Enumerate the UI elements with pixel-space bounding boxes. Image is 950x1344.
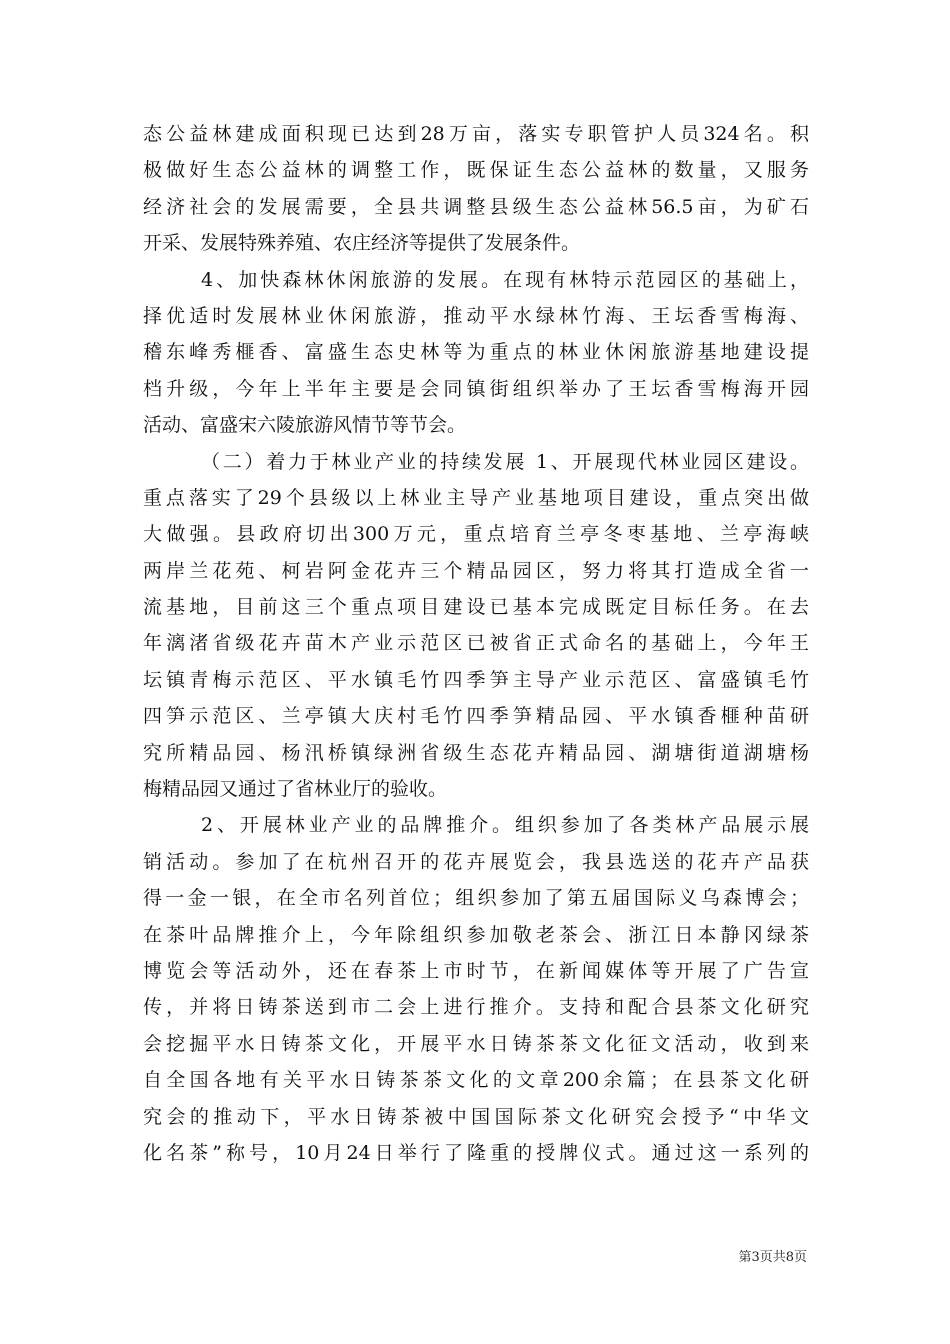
- text-line: 大做强。县政府切出300万元，重点培育兰亭冬枣基地、兰亭海峡: [143, 523, 809, 546]
- text-line: 销活动。参加了在杭州召开的花卉展览会，我县选送的花卉产品获: [143, 850, 809, 873]
- text-line: 梅精品园又通过了省林业厅的验收。: [143, 778, 448, 801]
- text-line: 四笋示范区、兰亭镇大庆村毛竹四季笋精品园、平水镇香榧种苗研: [143, 705, 809, 728]
- text-line: 坛镇青梅示范区、平水镇毛竹四季笋主导产业示范区、富盛镇毛竹: [143, 668, 809, 691]
- text-line: （二）着力于林业产业的持续发展 1、开展现代林业园区建设。: [201, 450, 809, 473]
- text-line: 活动、富盛宋六陵旅游风情节等节会。: [143, 414, 467, 437]
- text-line: 择优适时发展林业休闲旅游，推动平水绿林竹海、王坛香雪梅海、: [143, 304, 809, 327]
- text-line: 稽东峰秀榧香、富盛生态史林等为重点的林业休闲旅游基地建设提: [143, 341, 809, 364]
- text-line: 在茶叶品牌推介上，今年除组织参加敬老茶会、浙江日本静冈绿茶: [143, 923, 809, 946]
- text-line: 自全国各地有关平水日铸茶茶文化的文章200余篇；在县茶文化研: [143, 1069, 809, 1092]
- text-line: 流基地，目前这三个重点项目建设已基本完成既定目标任务。在去: [143, 596, 809, 619]
- text-line: 档升级，今年上半年主要是会同镇街组织举办了王坛香雪梅海开园: [143, 377, 809, 400]
- text-line: 4、加快森林休闲旅游的发展。在现有林特示范园区的基础上，: [201, 268, 809, 291]
- text-line: 化名茶”称号，10月24日举行了隆重的授牌仪式。通过这一系列的: [143, 1141, 809, 1164]
- text-line: 年漓渚省级花卉苗木产业示范区已被省正式命名的基础上，今年王: [143, 632, 809, 655]
- text-line: 重点落实了29个县级以上林业主导产业基地项目建设，重点突出做: [143, 486, 809, 509]
- text-line: 博览会等活动外，还在春茶上市时节，在新闻媒体等开展了广告宣: [143, 959, 809, 982]
- text-line: 2、开展林业产业的品牌推介。组织参加了各类林产品展示展: [201, 814, 809, 837]
- text-line: 极做好生态公益林的调整工作，既保证生态公益林的数量，又服务: [143, 159, 809, 182]
- text-line: 究所精品园、杨汛桥镇绿洲省级生态花卉精品园、湖塘街道湖塘杨: [143, 741, 809, 764]
- text-line: 经济社会的发展需要，全县共调整县级生态公益林56.5亩，为矿石: [143, 195, 809, 218]
- text-line: 态公益林建成面积现已达到28万亩，落实专职管护人员324名。积: [143, 123, 809, 145]
- text-line: 开采、发展特殊养殖、农庄经济等提供了发展条件。: [143, 232, 581, 255]
- text-line: 传，并将日铸茶送到市二会上进行推介。支持和配合县茶文化研究: [143, 996, 809, 1019]
- text-line: 得一金一银，在全市名列首位；组织参加了第五届国际义乌森博会；: [143, 887, 809, 910]
- body-text: [143, 116, 809, 1171]
- page-number: 第3页共8页: [738, 1250, 807, 1265]
- text-line: 两岸兰花苑、柯岩阿金花卉三个精品园区，努力将其打造成全省一: [143, 559, 809, 582]
- text-line: 究会的推动下，平水日铸茶被中国国际茶文化研究会授予“中华文: [143, 1105, 809, 1128]
- text-line: 会挖掘平水日铸茶文化，开展平水日铸茶茶文化征文活动，收到来: [143, 1032, 809, 1055]
